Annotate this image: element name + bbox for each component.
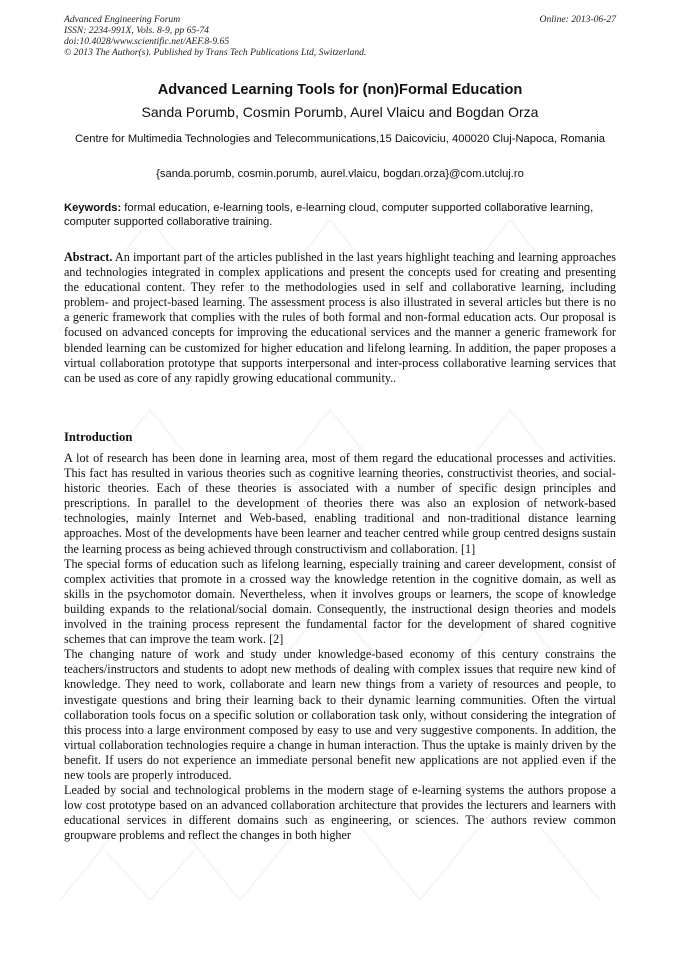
intro-paragraph: The special forms of education such as lifelong learning, especially training and career development, consist of complex activities that promote in a crossed way the knowledge retention in the cognitive domain, as well as skills in the psychomotor domain. Nevertheless, when it involves groups or learners, the scope of knowledge building expands to the relational/social domain. Consequently, the instructional design theories and models involved in the training process represent the fundamental factor for the development of shared cognitive schemes that can improve the team work. [2] — [64, 556, 616, 647]
abstract-block — [64, 250, 616, 386]
issn-line: ISSN: 2234-991X, Vols. 8-9, pp 65-74 — [64, 25, 209, 36]
author-list: Sanda Porumb, Cosmin Porumb, Aurel Vlaicu and Bogdan Orza — [141, 104, 539, 120]
abstract-text: An important part of the articles published in the last years highlight teaching and learning approaches and technologies integrated in complex applications and present the concepts used for creating and presenting the educational content. They refer to the methodologies used in self and collaborative learning, including problem- and project-based learning. The assessment process is also illustrated in several articles but there is no a generic framework that complies with the rules of both formal and non-formal education acts. Our proposal is focused on advanced concepts for improving the educational services and the manner a generic framework for blended learning can be customized for higher education and lifelong learning. In addition, the paper proposes a virtual collaboration prototype that supports interpersonal and inter-process collaborative learning services that can be used as core of any rapidly growing educational community.. — [64, 250, 616, 385]
paper-title: Advanced Learning Tools for (non)Formal Education — [157, 82, 523, 98]
keywords-label: Keywords: — [64, 202, 122, 214]
copyright-line: © 2013 The Author(s). Published by Trans Tech Publications Ltd, Switzerland. — [64, 47, 367, 58]
doi-line: doi:10.4028/www.scientific.net/AEF.8-9.65 — [64, 36, 230, 47]
section-heading-introduction: Introduction — [64, 430, 133, 444]
keywords-block — [64, 201, 616, 229]
affiliation: Centre for Multimedia Technologies and Telecommunications,15 Daicoviciu, 400020 Cluj-Napoca, Romania — [74, 133, 606, 145]
author-emails: {sanda.porumb, cosmin.porumb, aurel.vlaicu, bogdan.orza}@com.utcluj.ro — [156, 168, 524, 180]
intro-paragraph: Leaded by social and technological problems in the modern stage of e-learning systems the authors propose a low cost prototype based on an advanced collaboration architecture that provides the lecturers and learners with educational services in different domains such as engineering, or sciences. The authors review common groupware problems and reflect the changes in both higher — [64, 783, 616, 843]
abstract-label: Abstract. — [64, 250, 113, 264]
publication-header — [64, 14, 616, 58]
journal-name: Advanced Engineering Forum — [64, 14, 181, 25]
keywords-text: formal education, e-learning tools, e-learning cloud, computer supported collaborative learning, computer supported collaborative training. — [64, 202, 594, 228]
online-date: Online: 2013-06-27 — [539, 14, 616, 25]
intro-paragraph: A lot of research has been done in learning area, most of them regard the educational processes and activities. This fact has resulted in various theories such as cognitive learning theories, constructivist theories, and social-historic theories. Each of these theories is associated with a number of specific design principles and prescriptions. In parallel to the development of theories there was also an explosion of network-based technologies, mainly Internet and Web-based, enabling traditional and non-traditional distance learning approaches. Most of the developments have been learner and teacher centred while group centred designs sustain the learning process as being achieved through constructivism and collaboration. [1] — [64, 451, 616, 556]
introduction-body — [64, 451, 616, 843]
intro-paragraph: The changing nature of work and study under knowledge-based economy of this century constrains the teachers/instructors and students to adopt new methods of dealing with complex issues that require new kind of knowledge. They need to work, collaborate and learn new things from a variety of resources and people, to investigate questions and bring their learning back to their dynamic learning communities. Often the virtual collaboration tools focus on a specific solution or collaboration task only, without considering the integration of this process into a large environment composed by easy to use and very suggestive components. In addition, the virtual collaboration technologies require a change in human interaction. Thus the uptake is mainly driven by the benefit. If users do not experience an immediate personal benefit new applications are not applied even if the new tools are properly introduced. — [64, 647, 616, 782]
